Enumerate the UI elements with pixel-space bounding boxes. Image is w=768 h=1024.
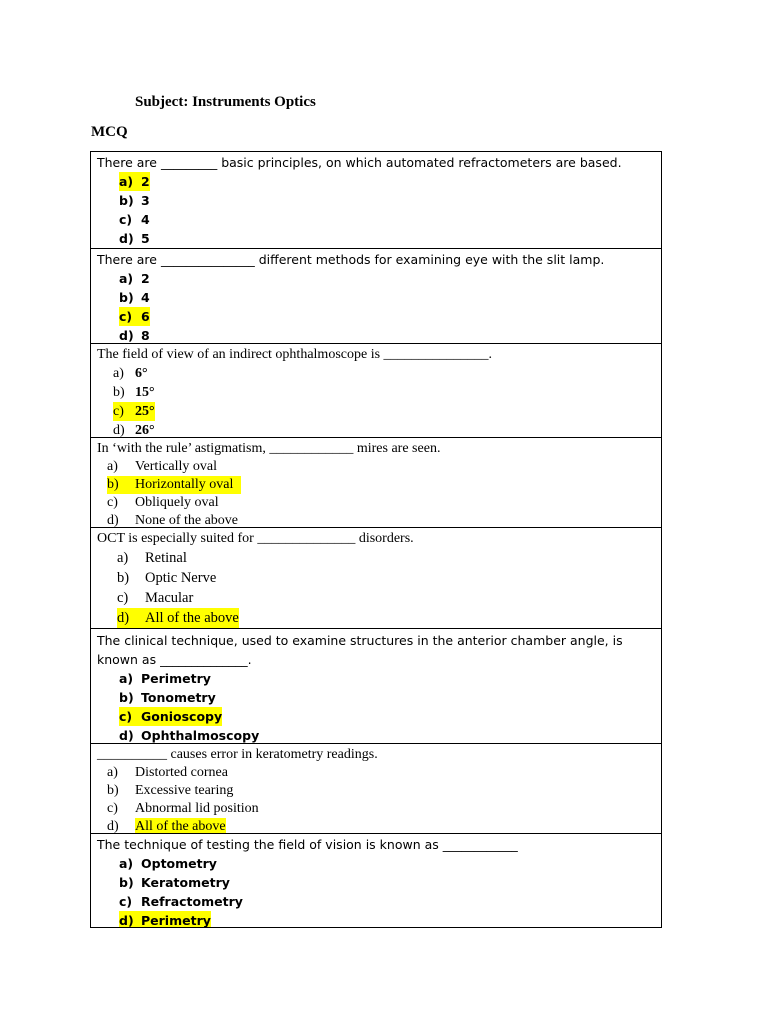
option-text: Retinal: [145, 550, 187, 566]
question-block-7: [91, 743, 661, 833]
option-text: 8: [141, 328, 150, 343]
option-item: [97, 873, 661, 892]
option-item: [97, 326, 661, 343]
option-text: Gonioscopy: [141, 709, 223, 724]
option-item: [97, 588, 661, 608]
option-item: [91, 494, 661, 512]
option-label: c): [113, 404, 124, 419]
option-label: c): [107, 495, 118, 510]
option-item-correct: [91, 818, 661, 833]
question-block-6: [91, 628, 661, 743]
option-item: [97, 548, 661, 568]
option-label: b): [107, 477, 119, 492]
option-text: 4: [141, 290, 150, 305]
option-item-correct: [117, 608, 239, 628]
option-text: Refractometry: [141, 894, 243, 909]
option-item-correct: [113, 402, 155, 421]
option-text: 15°: [135, 385, 155, 400]
option-list: [97, 269, 661, 343]
option-text: Abnormal lid position: [135, 801, 259, 816]
option-list: [97, 364, 661, 437]
option-list: [97, 548, 661, 628]
option-item: [91, 512, 661, 527]
option-text: 2: [141, 174, 150, 189]
option-label: b): [119, 875, 134, 890]
option-label: c): [107, 801, 118, 816]
question-block-5: [91, 527, 661, 628]
option-item: [97, 383, 661, 402]
option-label: b): [119, 690, 134, 705]
question-text: There are _______________ different methods for examining eye with the slit lamp.: [97, 252, 605, 267]
option-item: [97, 210, 661, 229]
option-label: b): [117, 570, 130, 586]
option-label: b): [119, 290, 134, 305]
option-text: Macular: [145, 590, 194, 606]
option-label: d): [119, 728, 134, 743]
option-text: 25°: [135, 404, 155, 419]
option-text: Perimetry: [141, 913, 211, 927]
option-label: b): [107, 783, 119, 798]
option-text: Obliquely oval: [135, 495, 219, 510]
option-label: a): [119, 671, 134, 686]
option-item: [97, 269, 661, 288]
option-text: 3: [141, 193, 150, 208]
option-item: [91, 782, 661, 800]
option-item: [97, 229, 661, 248]
option-text: Optometry: [141, 856, 217, 871]
option-label: d): [113, 423, 125, 437]
question-text: There are _________ basic principles, on which automated refractometers are based.: [97, 155, 622, 170]
question-text: The clinical technique, used to examine structures in the anterior chamber angle, is known as ______________.: [97, 633, 623, 667]
section-heading-mcq: MCQ: [91, 124, 128, 140]
option-list: [91, 458, 661, 527]
option-text: All of the above: [145, 610, 239, 626]
option-label: a): [117, 550, 129, 566]
option-label: a): [107, 459, 118, 474]
option-label: c): [117, 590, 129, 606]
option-item: [97, 288, 661, 307]
question-text: OCT is especially suited for ______________ disorders.: [97, 531, 414, 546]
option-label: d): [119, 231, 134, 246]
option-text: Distorted cornea: [135, 765, 228, 780]
option-item: [97, 568, 661, 588]
option-label: d): [119, 913, 134, 927]
question-text: The field of view of an indirect ophthalmoscope is _______________.: [97, 347, 493, 362]
option-label: a): [113, 366, 124, 381]
option-label: a): [119, 271, 134, 286]
option-list: [91, 764, 661, 833]
question-block-3: [91, 343, 661, 437]
option-label: a): [107, 765, 118, 780]
question-text: __________ causes error in keratometry readings.: [97, 747, 378, 762]
option-text: All of the above: [135, 818, 226, 833]
document-subject: Subject: Instruments Optics: [135, 94, 316, 110]
option-label: c): [119, 309, 133, 324]
option-text: Optic Nerve: [145, 570, 217, 586]
question-block-1: [91, 152, 661, 248]
option-list: [97, 669, 661, 743]
option-label: b): [113, 385, 125, 400]
option-label: d): [107, 819, 119, 833]
option-text: None of the above: [135, 513, 239, 527]
option-text: 4: [141, 212, 150, 227]
option-text: 26°: [135, 423, 155, 437]
option-item: [97, 669, 661, 688]
option-item: [91, 800, 661, 818]
option-label: b): [119, 193, 134, 208]
mcq-table: [90, 151, 662, 928]
option-item: [97, 364, 661, 383]
option-item-correct: [119, 172, 150, 191]
option-item-correct: [119, 307, 150, 326]
option-text: Perimetry: [141, 671, 211, 686]
option-item: [97, 854, 661, 873]
option-text: Tonometry: [141, 690, 216, 705]
option-label: d): [119, 328, 134, 343]
option-text: 2: [141, 271, 150, 286]
option-item: [97, 688, 661, 707]
option-text: Vertically oval: [135, 459, 218, 474]
option-item: [97, 892, 661, 911]
question-block-8: [91, 833, 661, 927]
option-label: c): [119, 212, 133, 227]
question-block-2: [91, 248, 661, 343]
question-text: The technique of testing the field of vision is known as ____________: [97, 837, 518, 852]
option-item-correct: [119, 911, 211, 927]
option-text: Excessive tearing: [135, 783, 234, 798]
option-label: a): [119, 174, 134, 189]
option-text: Horizontally oval: [135, 477, 234, 492]
question-block-4: [91, 437, 661, 527]
option-label: c): [119, 709, 133, 724]
option-label: d): [117, 610, 130, 626]
option-label: c): [119, 894, 133, 909]
option-item-correct: [107, 476, 241, 494]
option-item: [97, 421, 661, 437]
option-text: Keratometry: [141, 875, 230, 890]
option-text: Ophthalmoscopy: [141, 728, 260, 743]
option-item: [97, 191, 661, 210]
question-text: In ‘with the rule’ astigmatism, ____________ mires are seen.: [97, 441, 441, 456]
option-text: 6: [141, 309, 150, 324]
option-item-correct: [119, 707, 222, 726]
option-text: 5: [141, 231, 150, 246]
option-label: a): [119, 856, 134, 871]
option-label: d): [107, 513, 119, 527]
option-list: [97, 172, 661, 248]
option-item: [97, 726, 661, 743]
option-item: [91, 458, 661, 476]
option-list: [97, 854, 661, 927]
option-item: [91, 764, 661, 782]
option-text: 6°: [135, 366, 148, 381]
